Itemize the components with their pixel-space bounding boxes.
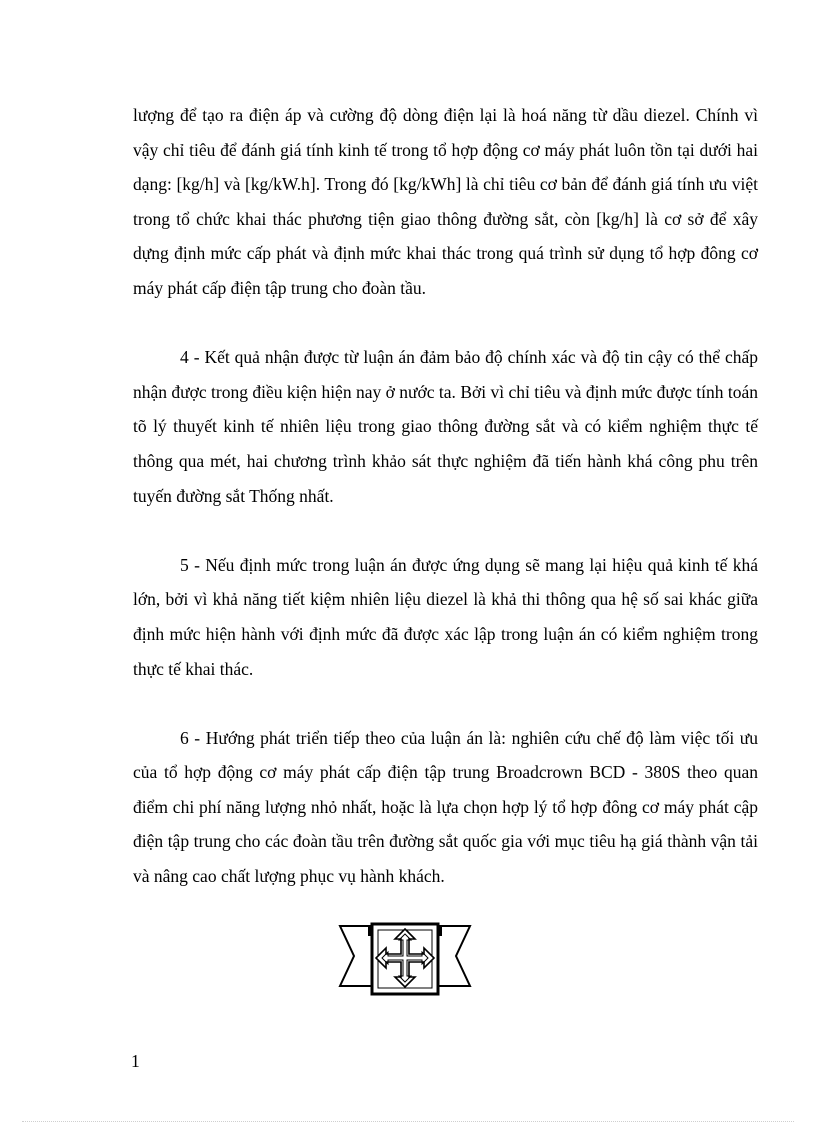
page-number: 1 (131, 1051, 140, 1071)
ribbon-arrows-ornament-icon (338, 920, 472, 1000)
paragraph-conclusion-5: 5 - Nếu định mức trong luận án được ứng dụng sẽ mang lại hiệu quả kinh tế khá lớn, bởi vì khả năng tiết kiệm nhiên liệu diezel là khả thi thông qua hệ số sai khác giữa định mức hiện hành với định mức đã được xác lập trong luận án có kiểm nghiệm trong thực tế khai thác. (133, 554, 758, 679)
page-bottom-divider (22, 1121, 794, 1122)
paragraph-continuation: lượng để tạo ra điện áp và cường độ dòng điện lại là hoá năng từ dầu diezel. Chính vì vậy chỉ tiêu để đánh giá tính kinh tế trong tổ hợp động cơ máy phát luôn tồn tại dưới hai dạng: [kg/h] và [kg/kW.h]. Trong đó [kg/kWh] là chỉ tiêu cơ bản để đánh giá tính ưu việt trong tổ chức khai thác phương tiện giao thông đường sắt, còn [kg/h] là cơ sở để xây dựng định mức cấp phát và định mức khai thác trong quá trình sử dụng tổ hợp đông cơ máy phát cấp điện tập trung cho đoàn tầu. (133, 105, 758, 298)
paragraph-conclusion-6: 6 - Hướng phát triển tiếp theo của luận án là: nghiên cứu chế độ làm việc tối ưu của tổ hợp động cơ máy phát cấp điện tập trung Broadcrown BCD - 380S theo quan điểm chi phí năng lượng nhỏ nhất, hoặc là lựa chọn hợp lý tổ hợp đông cơ máy phát cập điện tập trung cho các đoàn tầu trên đường sắt quốc gia với mục tiêu hạ giá thành vận tải và nâng cao chất lượng phục vụ hành khách. (133, 727, 758, 887)
body-text (133, 98, 758, 894)
paragraph-conclusion-4: 4 - Kết quả nhận được từ luận án đảm bảo độ chính xác và độ tin cậy có thể chấp nhận được trong điều kiện hiện nay ở nước ta. Bởi vì chỉ tiêu và định mức được tính toán tõ lý thuyết kinh tế nhiên liệu trong giao thông đường sắt và có kiểm nghiệm thực tế thông qua mét, hai chương trình khảo sát thực nghiệm đã tiến hành khá công phu trên tuyến đường sắt Thống nhất. (133, 347, 758, 506)
